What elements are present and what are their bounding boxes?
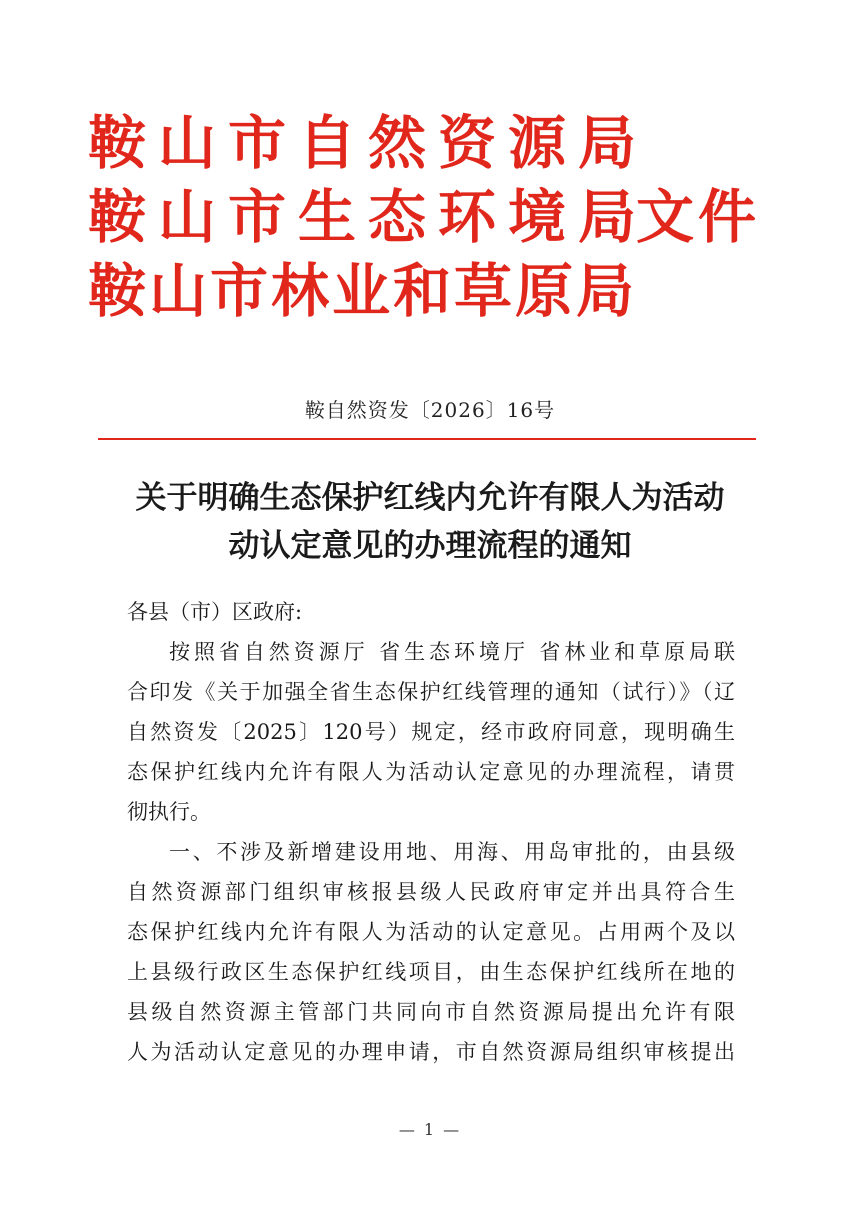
body-line: 按照省自然资源厅 省生态环境厅 省林业和草原局联 [169, 640, 735, 664]
title-line: 动认定意见的办理流程的通知 [228, 528, 632, 564]
body-line: 人为活动认定意见的办理申请，市自然资源局组织审核提出 [127, 1040, 735, 1064]
agency-name-ecology-environment: 鞍山市生态环境局 [88, 183, 649, 251]
body-line: 态保护红线内允许有限人为活动的认定意见。占用两个及以 [127, 920, 735, 944]
body-line: 自然资发〔2025〕120号）规定，经市政府同意，现明确生 [127, 720, 735, 744]
body-line: 一、不涉及新增建设用地、用海、用岛审批的，由县级 [169, 840, 735, 864]
body-line: 上县级行政区生态保护红线项目，由生态保护红线所在地的 [127, 960, 735, 984]
agency-name-forestry-grassland: 鞍山市林业和草原局 [88, 257, 638, 325]
red-divider-line [98, 438, 756, 440]
title-line: 关于明确生态保护红线内允许有限人为活动 [135, 480, 725, 516]
document-title [100, 474, 760, 570]
body-line: 自然资源部门组织审核报县级人民政府审定并出具符合生 [127, 880, 735, 904]
body-line: 合印发《关于加强全省生态保护红线管理的通知（试行）》（辽 [127, 680, 735, 704]
letterhead [88, 108, 788, 338]
body-line: 态保护红线内允许有限人为活动认定意见的办理流程，请贯 [127, 760, 735, 784]
body-line: 彻执行。 [127, 800, 211, 824]
agency-name-natural-resources: 鞍山市自然资源局 [88, 109, 649, 177]
body-line: 县级自然资源主管部门共同向市自然资源局提出允许有限 [127, 1000, 735, 1024]
document-type-label: 文件 [636, 183, 761, 251]
document-body [127, 592, 735, 1072]
document-number: 鞍自然资发〔2026〕16号 [304, 398, 556, 422]
salutation: 各县（市）区政府: [127, 600, 303, 624]
page-number: — 1 — [398, 1120, 462, 1139]
